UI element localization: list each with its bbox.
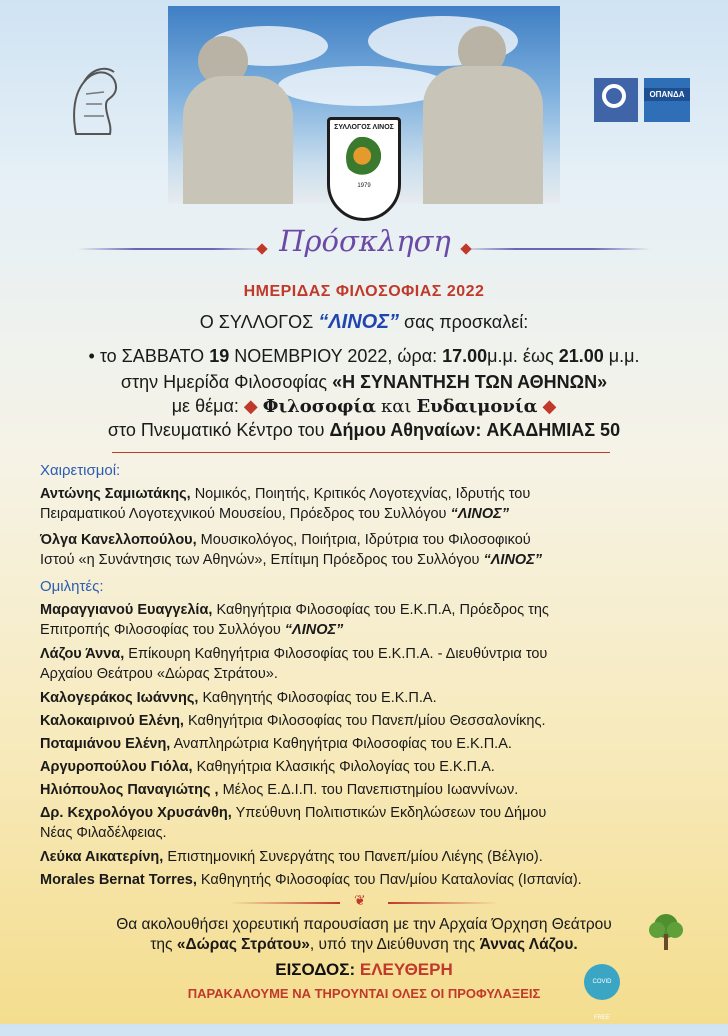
crest-title: ΣΥΛΛΟΓΟΣ ΛΙΝΟΣ (334, 124, 394, 131)
invite-text: Ο ΣΥΛΛΟΓΟΣ (199, 312, 314, 332)
person-name: Λάζου Άννα, (40, 646, 125, 662)
speaker-item (40, 711, 700, 731)
venue-line (0, 420, 728, 441)
invitation-line (0, 311, 728, 334)
person-desc: Πειραματικού Λογοτεχνικού Μουσείου, Πρόεδρος του Συλλόγου (40, 506, 447, 522)
person-desc: Νέας Φιλαδέλφειας. (40, 825, 167, 841)
person-desc: Αναπληρώτρια Καθηγήτρια Φιλοσοφίας του Ε.Κ.Π.Α. (173, 736, 512, 752)
crest-figure-icon (346, 136, 382, 180)
precaution-notice: ΠΑΡΑΚΑΛΟΥΜΕ ΝΑ ΤΗΡΟΥΝΤΑΙ ΟΛΕΣ ΟΙ ΠΡΟΦΥΛΑΞΕΙΣ (187, 986, 541, 1001)
director-name: Άννας Λάζου. (479, 936, 578, 953)
footer-ornament-left (230, 902, 340, 904)
ornament-line-right (458, 248, 650, 250)
ornament-line-left (78, 248, 270, 250)
end-time: 21.00 (558, 346, 604, 366)
person-name: Λεύκα Αικατερίνη, (40, 849, 164, 865)
time-unit: μ.μ. έως (487, 346, 554, 366)
venue-prefix: στο Πνευματικό Κέντρο του (107, 420, 325, 440)
theatre-name: «Δώρας Στράτου» (176, 936, 310, 953)
person-desc: Καθηγήτρια Φιλοσοφίας του Πανεπ/μίου Θεσσαλονίκης. (188, 713, 546, 729)
performance-note-2 (0, 936, 728, 954)
bullet-icon: • (88, 346, 95, 366)
person-name: Αργυροπούλου Γιόλα, (40, 759, 193, 775)
club-name: “ΛΙΝΟΣ” (284, 622, 344, 638)
person-desc: Αρχαίου Θεάτρου «Δώρας Στράτου». (40, 666, 278, 682)
theme-line (0, 396, 728, 417)
person-name: Καλοκαιρινού Ελένη, (40, 713, 184, 729)
page-title: Πρόσκληση (279, 224, 451, 258)
sponsor-logo-text: ΟΠΑΝΔΑ (644, 88, 690, 101)
greetings-heading: Χαιρετισμοί: (40, 462, 121, 479)
person-name: Ηλιόπουλος Παναγιώτης , (40, 782, 219, 798)
ornament-diamond-icon (256, 243, 267, 254)
person-desc: Καθηγητής Φιλοσοφίας του Ε.Κ.Π.Α. (202, 690, 437, 706)
person-name: Δρ. Κεχρολόγου Χρυσάνθη, (40, 805, 232, 821)
footer-ornament-right (388, 902, 498, 904)
venue-address: ΑΚΑΔΗΜΙΑΣ 50 (486, 420, 621, 440)
sponsor-logo (644, 78, 690, 122)
athena-emblem-icon (66, 64, 122, 142)
person-desc: Καθηγήτρια Κλασικής Φιλολογίας του Ε.Κ.Π.Α. (196, 759, 495, 775)
footer-text: της (150, 936, 173, 953)
speaker-item (40, 780, 700, 800)
date-line (0, 346, 728, 367)
theme-word: Ευδαιμονία (416, 396, 538, 417)
date-prefix: το ΣΑΒΒΑΤΟ (99, 346, 205, 366)
person-name: Αντώνης Σαμιωτάκης, (40, 486, 191, 502)
entry-value: ΕΛΕΥΘΕΡΗ (359, 960, 453, 979)
person-desc: Μέλος Ε.Δ.Ι.Π. του Πανεπιστημίου Ιωαννίνων. (222, 782, 519, 798)
speaker-item (40, 644, 700, 684)
ornament-flourish-icon: ❦ (354, 892, 366, 908)
person-name: Μαραγγιανού Ευαγγελία, (40, 602, 213, 618)
event-day: 19 (209, 346, 230, 366)
person-name: Όλγα Κανελλοπούλου, (40, 532, 197, 548)
speakers-heading: Ομιλητές: (40, 578, 104, 595)
event-prefix: στην Ημερίδα Φιλοσοφίας (120, 372, 328, 392)
theme-prefix: με θέμα: (171, 396, 239, 416)
speaker-item (40, 847, 700, 867)
person-desc: Επιτροπής Φιλοσοφίας του Συλλόγου (40, 622, 281, 638)
event-month: ΝΟΕΜΒΡΙΟΥ 2022, ώρα: (234, 346, 438, 366)
event-name: «Η ΣΥΝΑΝΤΗΣΗ ΤΩΝ ΑΘΗΝΩΝ» (332, 372, 608, 392)
footer-text: , υπό την Διεύθυνση της (309, 936, 476, 953)
club-name: “ΛΙΝΟΣ” (483, 552, 543, 568)
person-desc: Υπεύθυνη Πολιτιστικών Εκδηλώσεων του Δήμου (235, 805, 547, 821)
speaker-item (40, 600, 700, 640)
person-desc: Ιστού «η Συνάντησις των Αθηνών», Επίτιμη Πρόεδρος του Συλλόγου (40, 552, 480, 568)
greeting-item (40, 530, 700, 570)
person-desc: Καθηγήτρια Φιλοσοφίας του Ε.Κ.Π.Α, Πρόεδρος της (216, 602, 549, 618)
speaker-item (40, 757, 700, 777)
covid-free-badge: COVID FREE (584, 964, 620, 1000)
club-crest (327, 117, 401, 221)
person-desc: Μουσικολόγος, Ποιήτρια, Ιδρύτρια του Φιλοσοφικού (200, 532, 531, 548)
ornament-diamond-icon (460, 243, 471, 254)
theme-diamond-icon: ◆ (542, 396, 557, 416)
performance-note: Θα ακολουθήσει χορευτική παρουσίαση με την Αρχαία Όρχηση Θεάτρου (116, 916, 612, 933)
speaker-item (40, 803, 700, 843)
theme-diamond-icon: ◆ (243, 396, 258, 416)
person-name: Morales Bernat Torres, (40, 872, 197, 888)
club-name: “ΛΙΝΟΣ” (318, 311, 400, 333)
person-name: Καλογεράκος Ιωάννης, (40, 690, 199, 706)
person-desc: Νομικός, Ποιητής, Κριτικός Λογοτεχνίας, Ιδρυτής του (194, 486, 531, 502)
invite-text-end: σας προσκαλεί: (404, 312, 529, 332)
crest-year: 1979 (357, 183, 371, 189)
speaker-item (40, 734, 700, 754)
event-title-line (0, 372, 728, 393)
person-desc: Επίκουρη Καθηγήτρια Φιλοσοφίας του Ε.Κ.Π.Α. - Διευθύντρια του (128, 646, 548, 662)
person-desc: Καθηγητής Φιλοσοφίας του Παν/μίου Καταλονίας (Ισπανία). (200, 872, 582, 888)
venue-name: Δήμου Αθηναίων: (329, 420, 482, 440)
divider (112, 452, 610, 453)
event-subtitle: ΗΜΕΡΙΔΑΣ ΦΙΛΟΣΟΦΙΑΣ 2022 (243, 283, 485, 300)
greeting-item (40, 484, 700, 524)
theme-conjunction: και (380, 396, 412, 417)
club-name: “ΛΙΝΟΣ” (450, 506, 509, 522)
tree-icon (646, 912, 686, 952)
organization-logo-icon (594, 78, 638, 122)
start-time: 17.00 (442, 346, 488, 366)
speaker-item (40, 688, 700, 708)
person-name: Ποταμιάνου Ελένη, (40, 736, 171, 752)
person-desc: Επιστημονική Συνεργάτης του Πανεπ/μίου Λιέγης (Βέλγιο). (167, 849, 543, 865)
time-unit: μ.μ. (608, 346, 640, 366)
theme-word: Φιλοσοφία (262, 396, 376, 417)
entry-label: ΕΙΣΟΔΟΣ: (275, 960, 356, 979)
speaker-item (40, 870, 700, 890)
